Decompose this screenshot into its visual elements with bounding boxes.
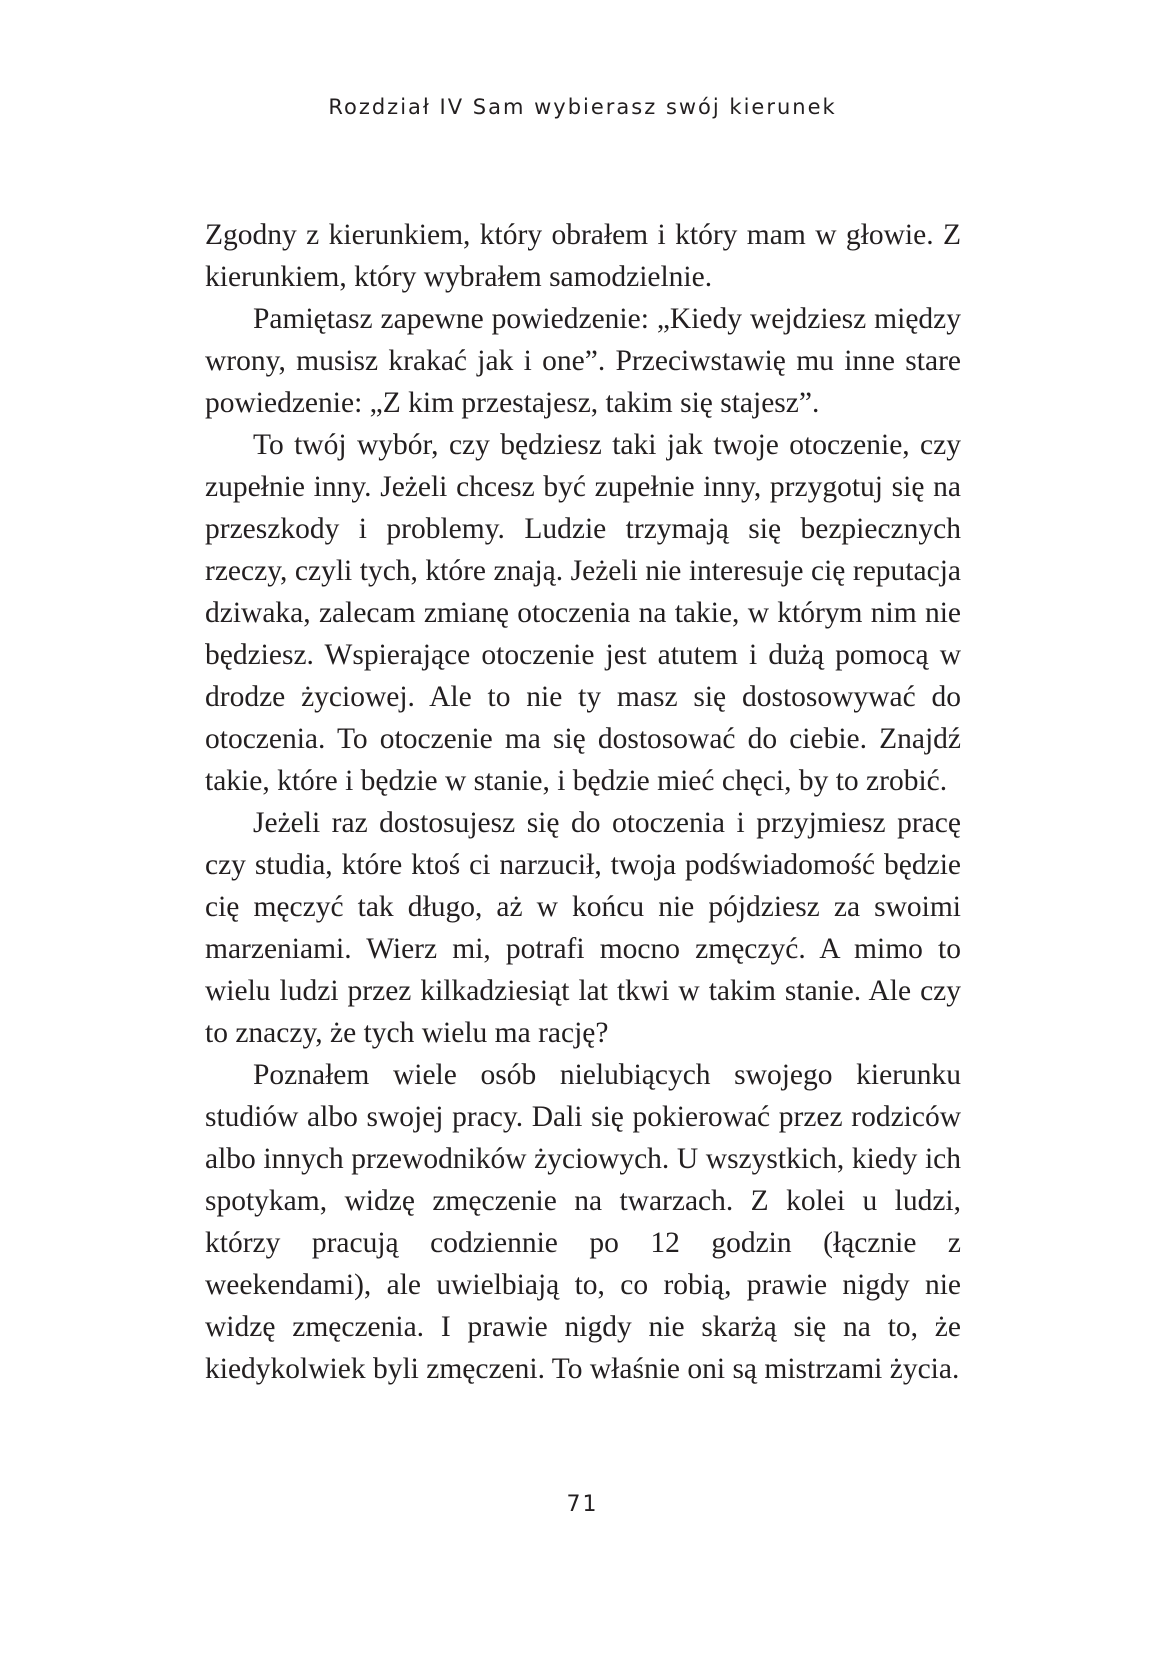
body-text: [205, 214, 961, 1390]
paragraph: Jeżeli raz dostosujesz się do otoczenia i przyjmiesz pracę czy studia, które ktoś ci narzucił, twoja podświadomość będzie cię męczyć tak długo, aż w końcu nie pójdziesz za swoimi marzeniami. Wierz mi, potrafi mocno zmęczyć. A mimo to wielu ludzi przez kilkadziesiąt lat tkwi w takim stanie. Ale czy to znaczy, że tych wielu ma rację?: [205, 807, 961, 1049]
paragraph: Poznałem wiele osób nielubiących swojego kierunku studiów albo swojej pracy. Dali się pokierować przez rodziców albo innych przewodników życiowych. U wszystkich, kiedy ich spotykam, widzę zmęczenie na twarzach. Z kolei u ludzi, którzy pracują codziennie po 12 godzin (łącznie z weekendami), ale uwielbiają to, co robią, prawie nigdy nie widzę zmęczenia. I prawie nigdy nie skarżą się na to, że kiedykolwiek byli zmęczeni. To właśnie oni są mistrzami życia.: [205, 1059, 961, 1385]
running-head: Rozdział IV Sam wybierasz swój kierunek: [328, 95, 837, 119]
paragraph: Pamiętasz zapewne powiedzenie: „Kiedy wejdziesz między wrony, musisz krakać jak i one”. Przeciwstawię mu inne stare powiedzenie: „Z kim przestajesz, takim się stajesz”.: [205, 303, 961, 419]
page-number: 71: [566, 1492, 599, 1517]
paragraph: To twój wybór, czy będziesz taki jak twoje otoczenie, czy zupełnie inny. Jeżeli chcesz być zupełnie inny, przygotuj się na przeszkody i problemy. Ludzie trzymają się bezpiecznych rzeczy, czyli tych, które znają. Jeżeli nie interesuje cię reputacja dziwaka, zalecam zmianę otoczenia na takie, w którym nim nie będziesz. Wspierające otoczenie jest atutem i dużą pomocą w drodze życiowej. Ale to nie ty masz się dostosowywać do otoczenia. To otoczenie ma się dostosować do ciebie. Znajdź takie, które i będzie w stanie, i będzie mieć chęci, by to zrobić.: [205, 429, 961, 797]
paragraph-continued: Zgodny z kierunkiem, który obrałem i który mam w głowie. Z kierunkiem, który wybrałem samodzielnie.: [205, 219, 961, 293]
